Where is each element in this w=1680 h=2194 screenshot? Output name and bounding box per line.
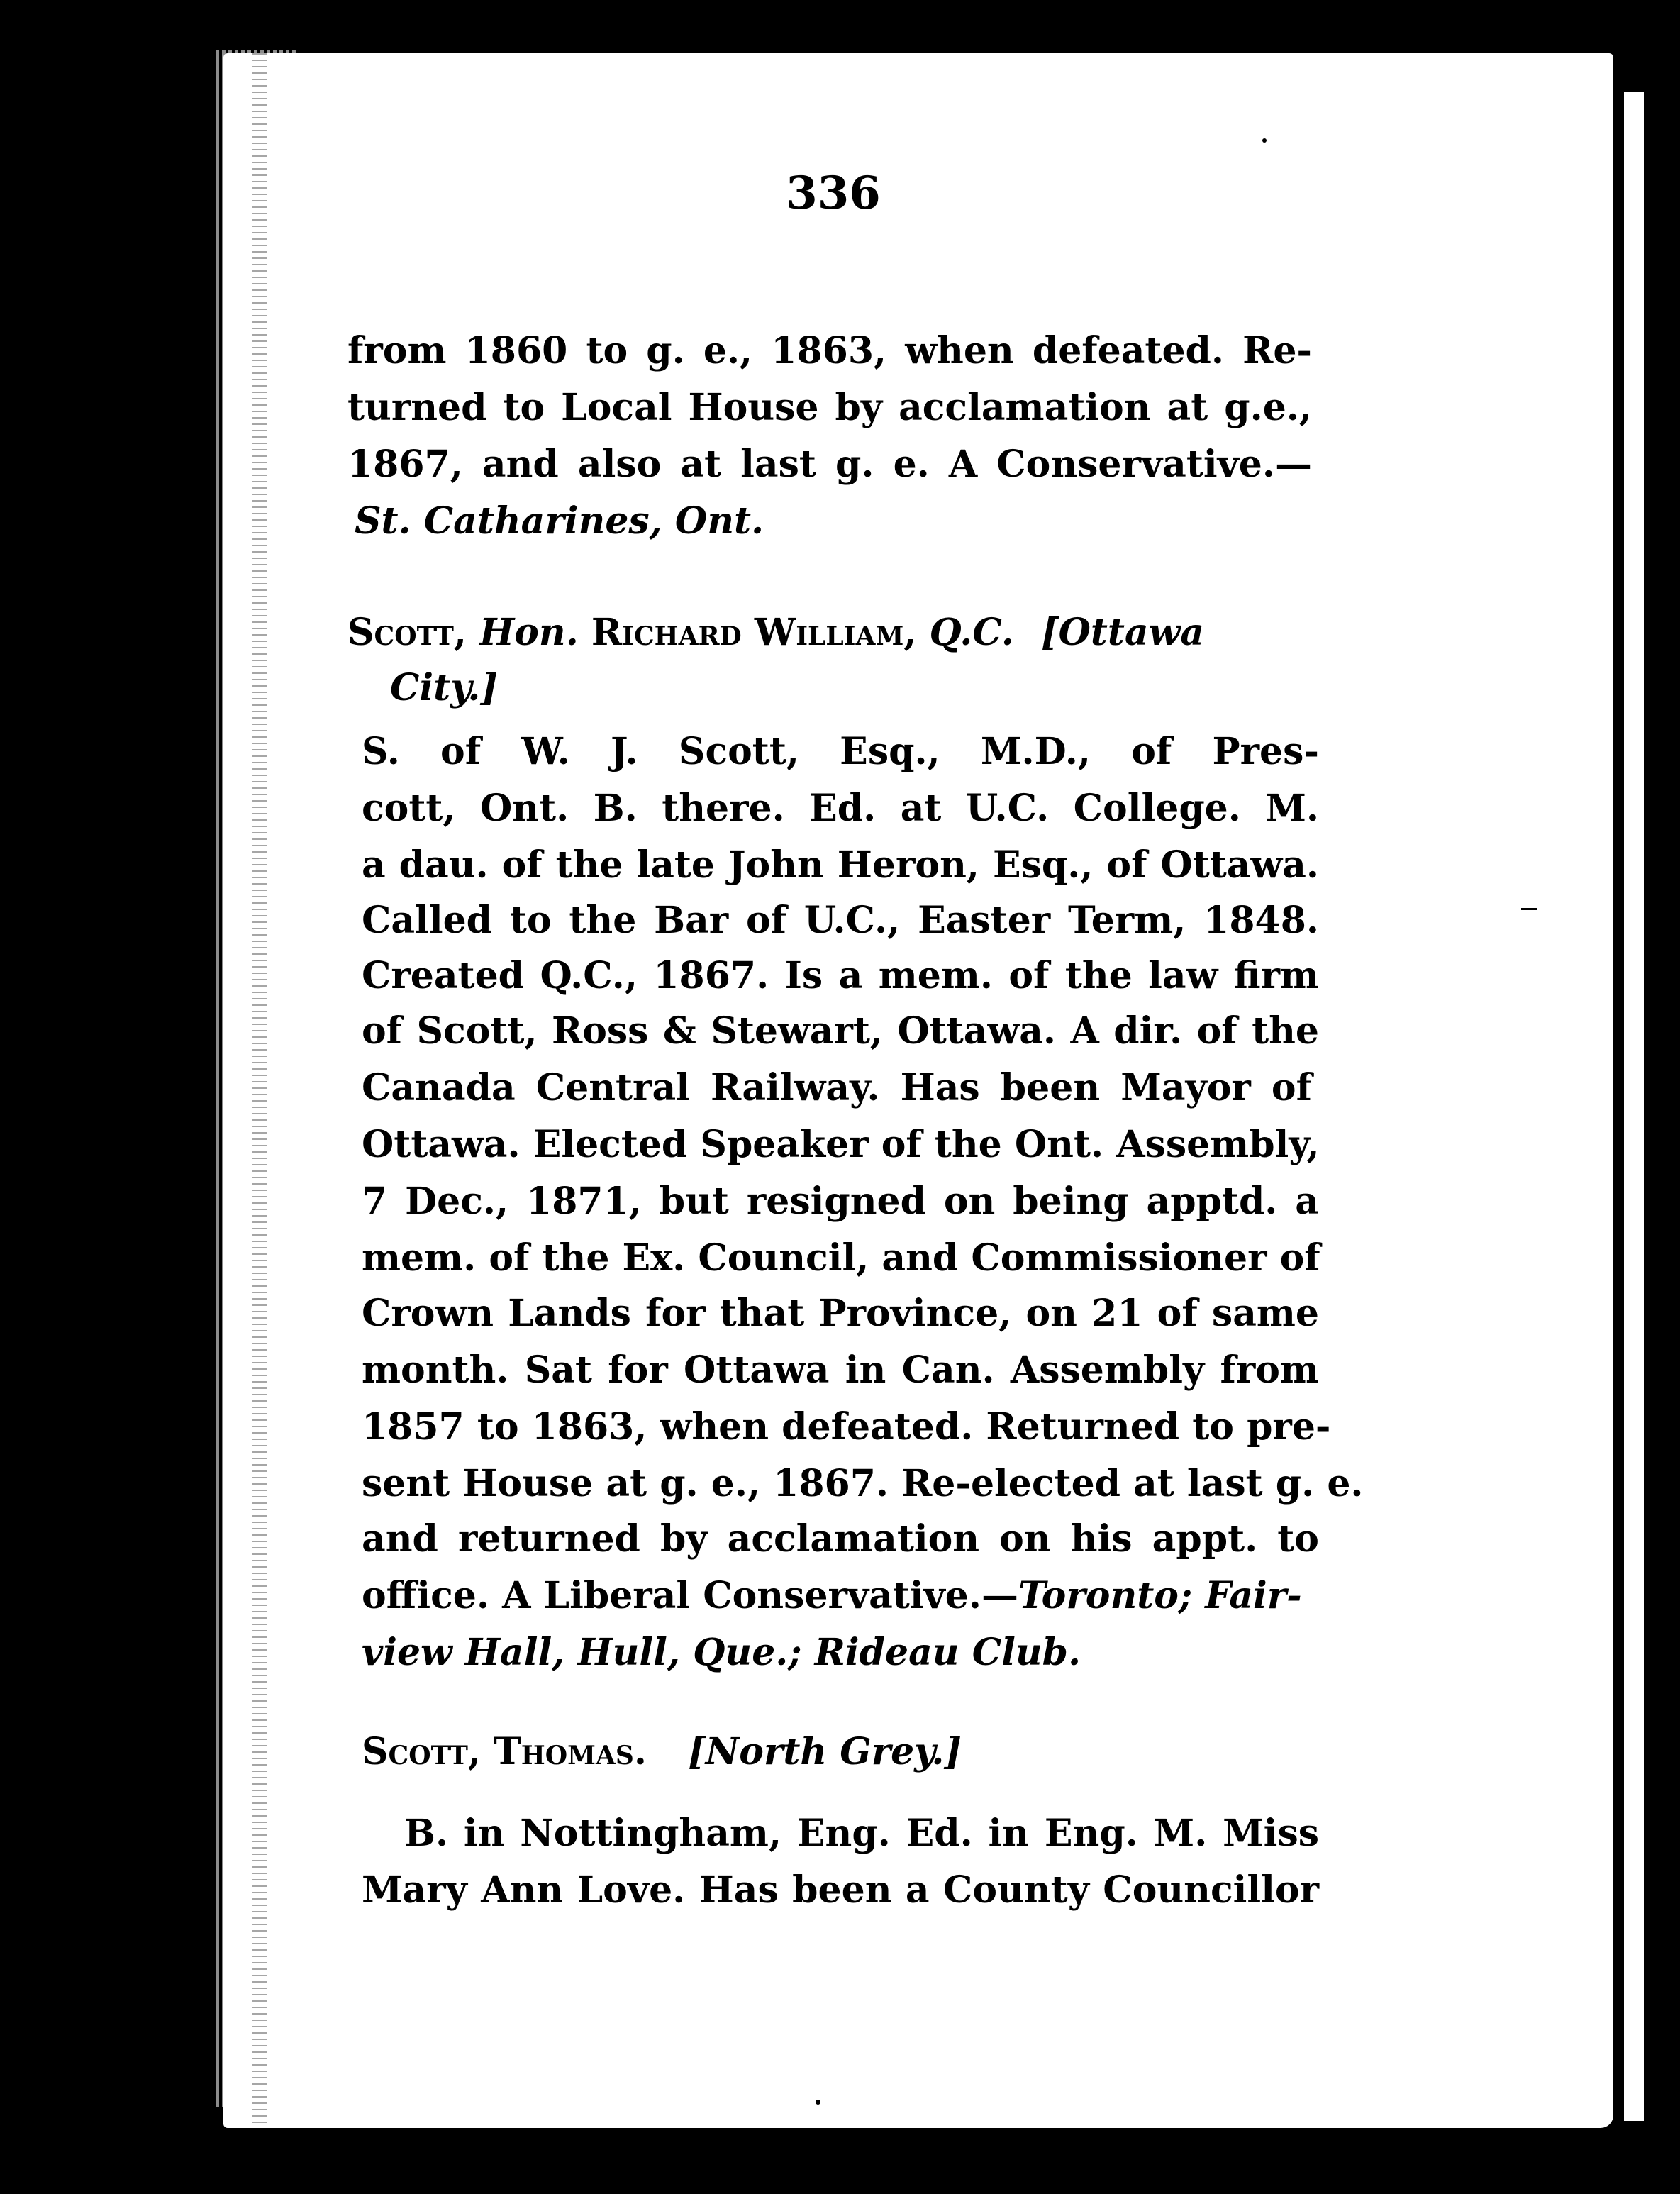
text-line: 7 Dec., 1871, but resigned on being apptd. a bbox=[362, 1180, 1319, 1223]
text-fragment: office. A Liberal Conservative.— bbox=[362, 1574, 1018, 1617]
speck bbox=[816, 2100, 820, 2105]
text-line: B. in Nottingham, Eng. Ed. in Eng. M. Miss bbox=[404, 1812, 1319, 1855]
entry-riding-continued: City.] bbox=[390, 666, 499, 709]
entry-given-name: Thomas. bbox=[494, 1730, 647, 1773]
speck bbox=[1262, 138, 1267, 143]
text-line: turned to Local House by acclamation at g.e., bbox=[347, 386, 1312, 429]
text-line: Crown Lands for that Province, on 21 of same bbox=[362, 1292, 1319, 1335]
text-line: a dau. of the late John Heron, Esq., of Ottawa. bbox=[362, 843, 1319, 887]
text-line: Called to the Bar of U.C., Easter Term, 1848. bbox=[362, 899, 1319, 942]
text-line: Created Q.C., 1867. Is a mem. of the law firm bbox=[362, 954, 1319, 997]
text-line: 1857 to 1863, when defeated. Returned to pre- bbox=[362, 1405, 1331, 1448]
text-line: month. Sat for Ottawa in Can. Assembly from bbox=[362, 1348, 1319, 1392]
text-line: mem. of the Ex. Council, and Commissioner of bbox=[362, 1236, 1320, 1280]
place-line: view Hall, Hull, Que.; Rideau Club. bbox=[362, 1631, 1081, 1674]
page-number: 336 bbox=[786, 167, 881, 220]
page-edge-right bbox=[1624, 92, 1644, 2121]
text-line: and returned by acclamation on his appt. to bbox=[362, 1517, 1319, 1561]
entry-postnominal: Q.C. bbox=[929, 611, 1014, 654]
place-line: St. Catharines, Ont. bbox=[355, 499, 764, 543]
speck bbox=[1521, 908, 1537, 910]
entry-riding: [North Grey.] bbox=[688, 1730, 962, 1773]
entry-surname: Scott, bbox=[347, 611, 467, 654]
entry-riding: [Ottawa bbox=[1041, 611, 1205, 654]
text-line: 1867, and also at last g. e. A Conservative.— bbox=[347, 443, 1312, 486]
place-fragment: Toronto; Fair- bbox=[1018, 1574, 1302, 1617]
text-line: Ottawa. Elected Speaker of the Ont. Assembly, bbox=[362, 1123, 1320, 1166]
page-binding-shadow bbox=[252, 53, 267, 2128]
entry-heading bbox=[362, 1724, 962, 1780]
text-line: of Scott, Ross & Stewart, Ottawa. A dir. of the bbox=[362, 1009, 1319, 1053]
text-line: sent House at g. e., 1867. Re-elected at last g. e. bbox=[362, 1462, 1364, 1505]
text-line: from 1860 to g. e., 1863, when defeated. Re- bbox=[347, 329, 1312, 372]
page-text bbox=[347, 0, 1364, 2194]
text-line bbox=[362, 1568, 1319, 1624]
text-line: S. of W. J. Scott, Esq., M.D., of Pres- bbox=[362, 730, 1319, 773]
entry-heading bbox=[347, 604, 1326, 661]
text-line: cott, Ont. B. there. Ed. at U.C. College. M. bbox=[362, 787, 1319, 830]
entry-surname: Scott, bbox=[362, 1730, 481, 1773]
entry-given-name: Richard William, bbox=[591, 611, 917, 654]
text-line: Mary Ann Love. Has been a County Councillor bbox=[362, 1868, 1319, 1912]
text-line: Canada Central Railway. Has been Mayor of bbox=[362, 1066, 1312, 1109]
entry-title: Hon. bbox=[479, 611, 579, 654]
